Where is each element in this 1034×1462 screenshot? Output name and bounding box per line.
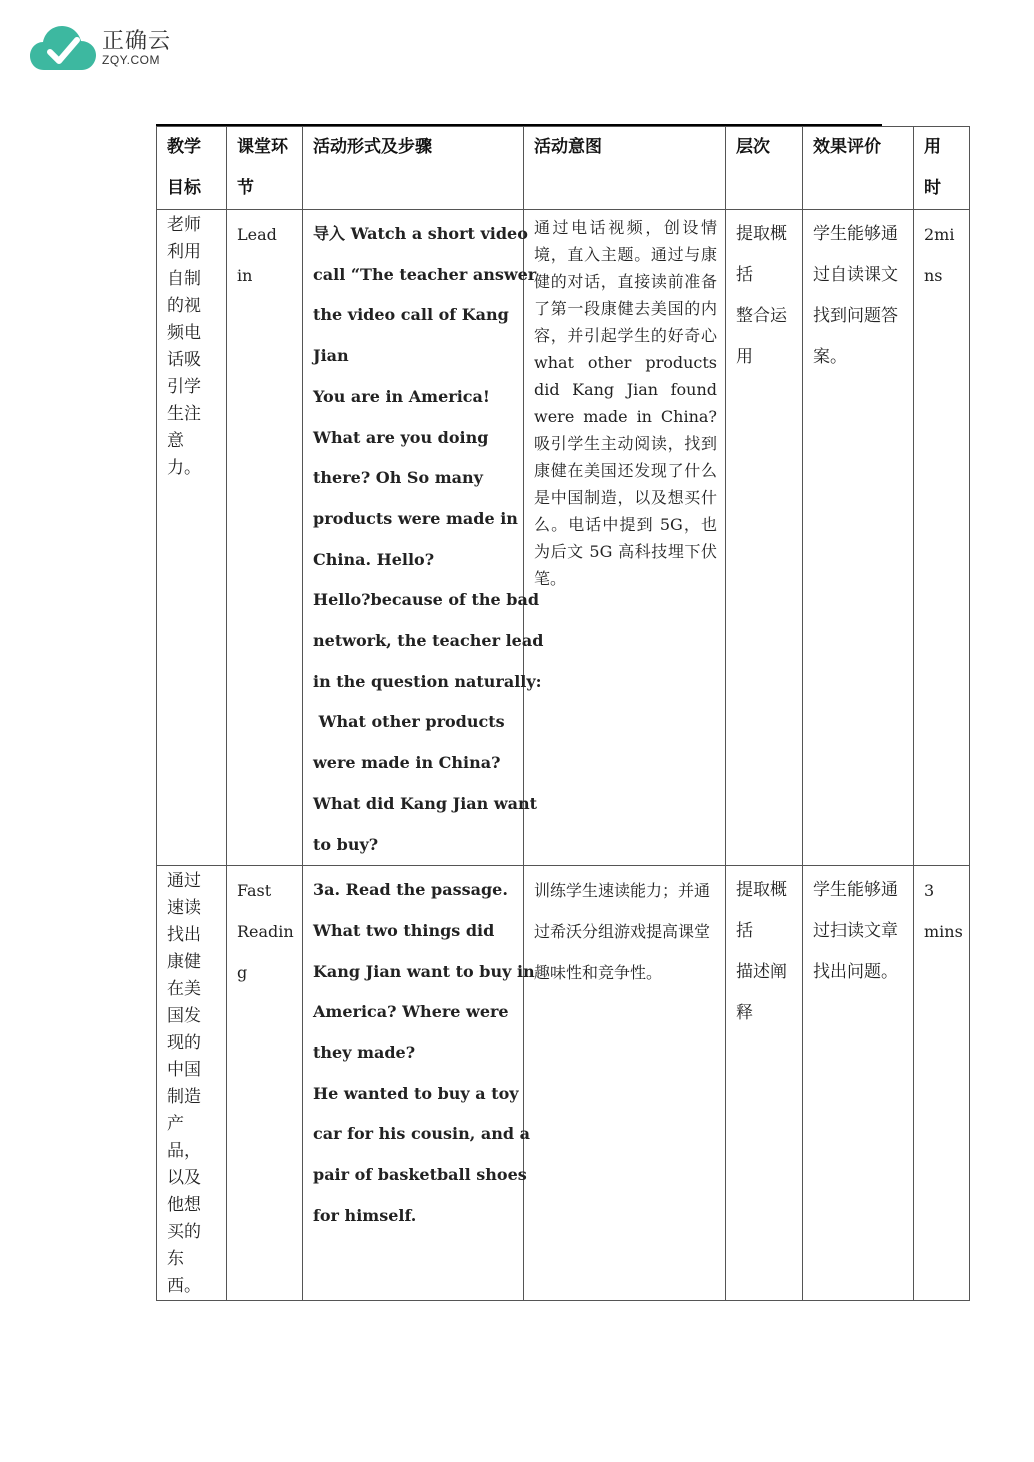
row2-phase: Fast Readin g [227,866,303,1301]
row1-eval: 学生能够通 过自读课文 找到问题答 案。 [803,210,914,866]
lesson-plan-table [156,126,970,1301]
row2-level: 提取概 括 描述阐 释 [726,866,803,1301]
header-eval: 效果评价 [803,127,914,210]
row1-time: 2mi ns [914,210,970,866]
header-level: 层次 [726,127,803,210]
row1-level: 提取概 括 整合运 用 [726,210,803,866]
header-row [157,127,970,210]
row1-phase: Lead in [227,210,303,866]
header-phase: 课堂环 节 [227,127,303,210]
row1-goal: 老师 利用 自制 的视 频电 话吸 引学 生注 意 力。 [157,210,227,866]
header-time: 用 时 [914,127,970,210]
logo-name-en: ZQY.COM [102,52,160,67]
header-goal: 教学 目标 [157,127,227,210]
row2-intent: 训练学生速读能力；并通过希沃分组游戏提高课堂趣味性和竞争性。 [524,866,726,1301]
cloud-check-icon [30,24,96,72]
row2-time: 3 mins [914,866,970,1301]
header-intent: 活动意图 [524,127,726,210]
header-activity: 活动形式及步骤 [303,127,524,210]
table-row [157,210,970,866]
table-row [157,866,970,1301]
row2-goal: 通过 速读 找出 康健 在美 国发 现的 中国 制造 产 品， 以及 他想 买的 东 西。 [157,866,227,1301]
row2-activity: 3a. Read the passage. What two things did Kang Jian want to buy in America? Where were they made? He wanted to buy a toy car for his cousin, and a pair of basketball shoes for himself. [303,866,524,1301]
row1-activity: 导入 Watch a short video call “The teacher answer the video call of Kang Jian You are in America! What are you doing there? Oh So many products were made in China. Hello? Hello?because of the bad network, the teacher lead in the question naturally: What other products were made in China? What did Kang Jian want to buy? [303,210,524,866]
zqy-logo [30,24,171,72]
logo-name-cn: 正确云 [102,28,172,54]
row2-eval: 学生能够通 过扫读文章 找出问题。 [803,866,914,1301]
row1-intent: 通过电话视频，创设情境，直入主题。通过与康健的对话，直接读前准备了第一段康健去美国的内容，并引起学生的好奇心 what other products did Kang Jian found were made in China? 吸引学生主动阅读，找到康健在美国还发现了什么是中国制造，以及想买什么。电话中提到 5G，也为后文 5G 高科技埋下伏笔。 [524,210,726,866]
